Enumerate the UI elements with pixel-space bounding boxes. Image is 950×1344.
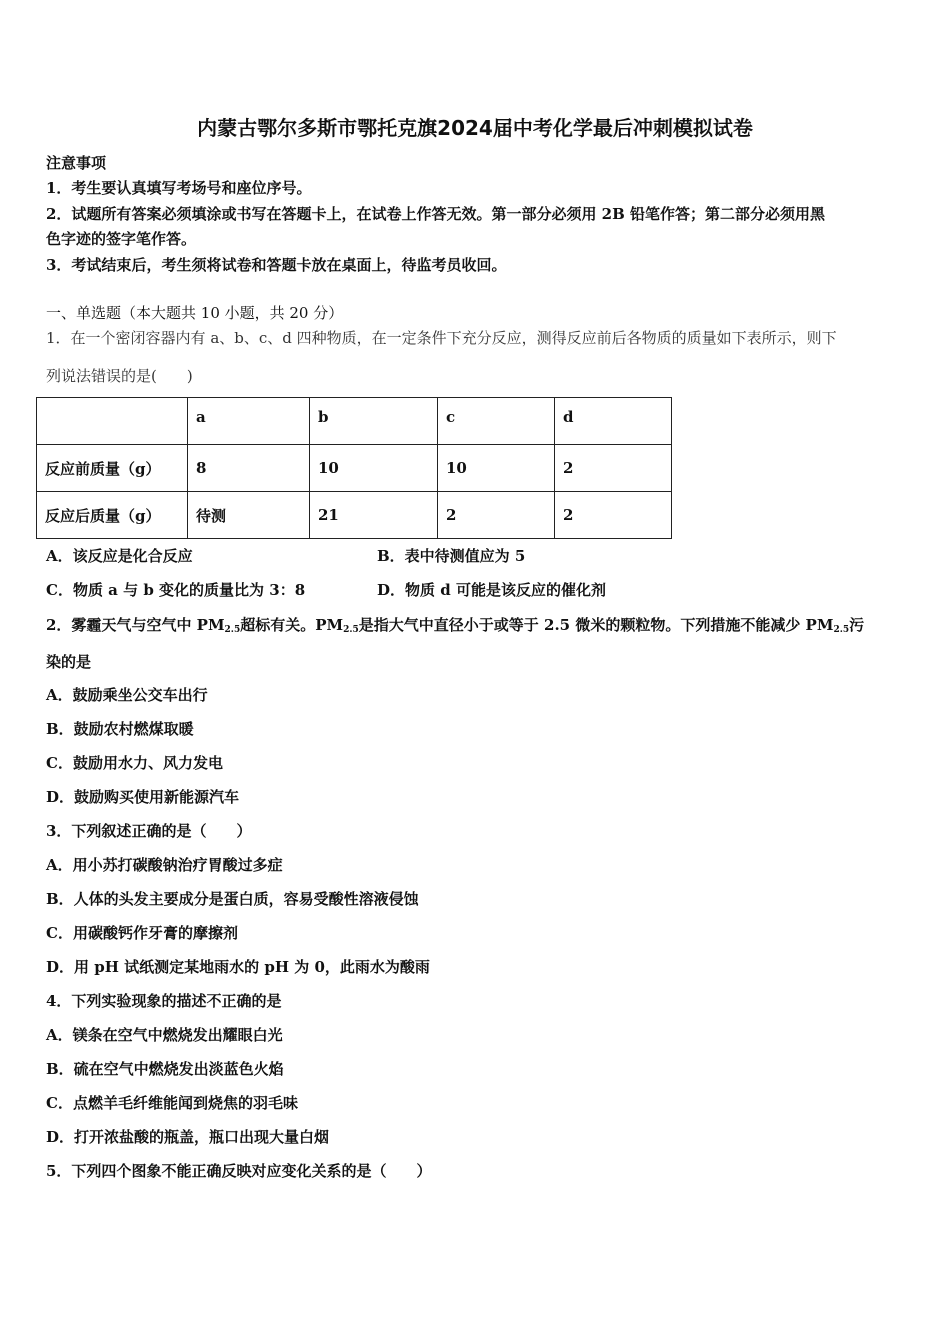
notice-heading: 注意事项 (46, 154, 107, 172)
table-cell: 2 (555, 492, 672, 539)
q3-option-a: A．用小苏打碳酸钠治疗胃酸过多症 (46, 856, 283, 874)
q2-stem-part: 2．雾霾天气与空气中 PM (46, 616, 225, 634)
notice-item-1: 1．考生要认真填写考场号和座位序号。 (46, 179, 312, 197)
table-cell: b (310, 398, 438, 445)
notice-item-2-cont: 色字迹的签字笔作答。 (46, 230, 197, 248)
q5-stem: 5．下列四个图象不能正确反映对应变化关系的是（ ） (46, 1162, 432, 1180)
q1-stem: 1．在一个密闭容器内有 a、b、c、d 四种物质，在一定条件下充分反应，测得反应前后各物质的质量如下表所示，则下 (46, 329, 837, 347)
table-row (37, 398, 672, 445)
q2-option-a: A．鼓励乘坐公交车出行 (46, 686, 208, 704)
table-cell: 8 (188, 445, 310, 492)
subscript: 2.5 (224, 625, 241, 635)
q3-stem: 3．下列叙述正确的是（ ） (46, 822, 252, 840)
q3-option-d: D．用 pH 试纸测定某地雨水的 pH 为 0，此雨水为酸雨 (46, 958, 430, 976)
table-cell: 待测 (188, 492, 310, 539)
q4-option-a: A．镁条在空气中燃烧发出耀眼白光 (46, 1026, 283, 1044)
subscript: 2.5 (833, 625, 850, 635)
table-cell: d (555, 398, 672, 445)
section-heading: 一、单选题（本大题共 10 小题，共 20 分） (46, 304, 344, 322)
table-cell: c (438, 398, 555, 445)
mass-table (36, 397, 672, 539)
notice-item-3: 3．考试结束后，考生须将试卷和答题卡放在桌面上，待监考员收回。 (46, 256, 507, 274)
q1-option-c: C．物质 a 与 b 变化的质量比为 3：8 (46, 581, 306, 599)
q2-stem (46, 614, 864, 635)
q1-option-b: B．表中待测值应为 5 (377, 547, 526, 565)
table-cell: 反应后质量（g） (37, 492, 188, 539)
q3-option-b: B．人体的头发主要成分是蛋白质，容易受酸性溶液侵蚀 (46, 890, 419, 908)
q1-stem-cont: 列说法错误的是( ) (46, 367, 193, 385)
q4-stem: 4．下列实验现象的描述不正确的是 (46, 992, 282, 1010)
subscript: 2.5 (343, 625, 359, 635)
q2-stem-part: 超标有关。PM (240, 616, 344, 634)
table-row (37, 492, 672, 539)
q2-option-d: D．鼓励购买使用新能源汽车 (46, 788, 240, 806)
table-cell: 21 (310, 492, 438, 539)
q2-option-c: C．鼓励用水力、风力发电 (46, 754, 223, 772)
table-cell: 10 (438, 445, 555, 492)
table-cell: a (188, 398, 310, 445)
q2-stem-cont: 染的是 (46, 653, 92, 671)
q2-stem-part: 污 (849, 616, 865, 634)
table-cell: 2 (438, 492, 555, 539)
q3-option-c: C．用碳酸钙作牙膏的摩擦剂 (46, 924, 238, 942)
q1-option-a: A．该反应是化合反应 (46, 547, 193, 565)
page-title: 内蒙古鄂尔多斯市鄂托克旗2024届中考化学最后冲刺模拟试卷 (197, 116, 753, 140)
table-row (37, 445, 672, 492)
q2-stem-part: 是指大气中直径小于或等于 2.5 微米的颗粒物。下列措施不能减少 PM (358, 616, 834, 634)
table-cell (37, 398, 188, 445)
table-cell: 2 (555, 445, 672, 492)
q4-option-d: D．打开浓盐酸的瓶盖，瓶口出现大量白烟 (46, 1128, 330, 1146)
q4-option-b: B．硫在空气中燃烧发出淡蓝色火焰 (46, 1060, 284, 1078)
table-cell: 10 (310, 445, 438, 492)
q1-option-d: D．物质 d 可能是该反应的催化剂 (377, 581, 606, 599)
q4-option-c: C．点燃羊毛纤维能闻到烧焦的羽毛味 (46, 1094, 298, 1112)
table-cell: 反应前质量（g） (37, 445, 188, 492)
q2-option-b: B．鼓励农村燃煤取暖 (46, 720, 194, 738)
notice-item-2: 2．试题所有答案必须填涂或书写在答题卡上，在试卷上作答无效。第一部分必须用 2B 铅笔作答；第二部分必须用黑 (46, 205, 826, 223)
